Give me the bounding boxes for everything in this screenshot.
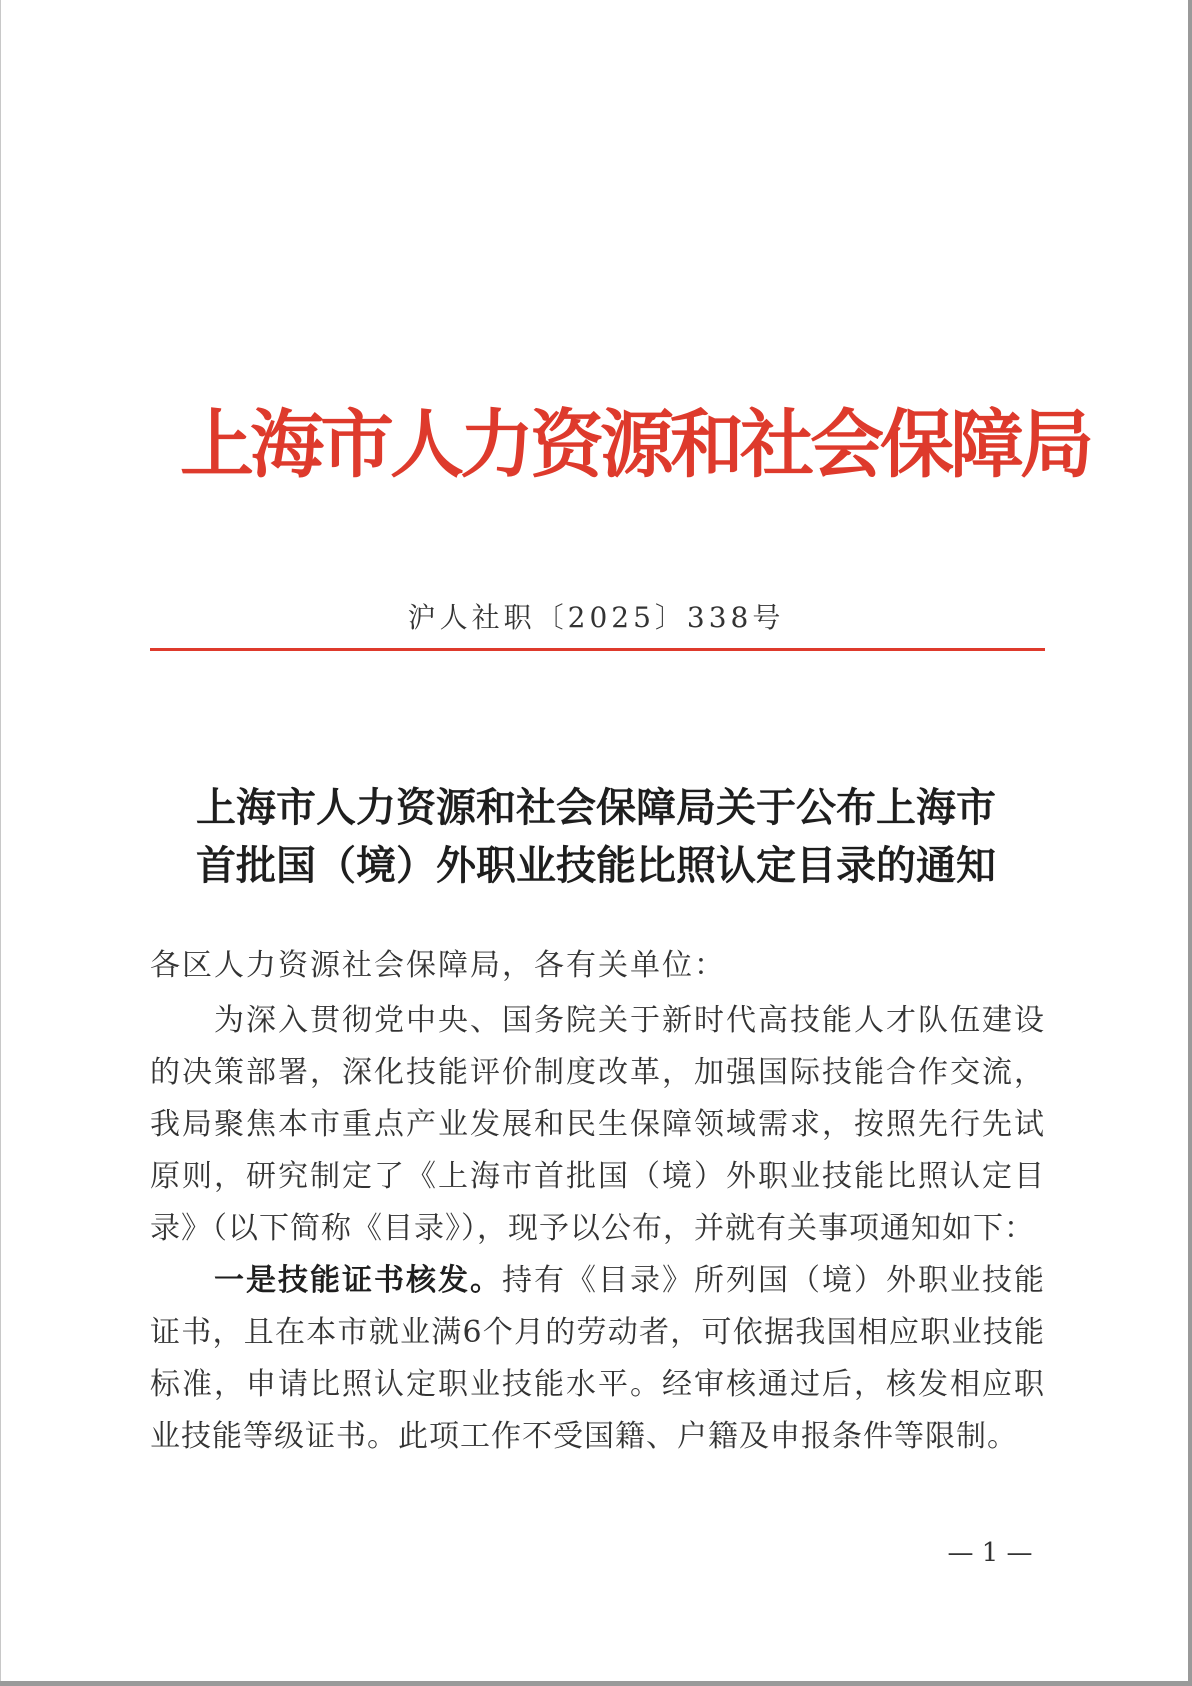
- body-paragraph-1: [150, 995, 1045, 1255]
- red-divider-line: [150, 648, 1045, 651]
- paragraph-lead: 一是技能证书核发。: [214, 1263, 502, 1298]
- paragraph-text: 持有《目录》所列国（境）外职业技能证书，且在本市就业满6个月的劳动者，可依据我国相应职业技能标准，申请比照认定职业技能水平。经审核通过后，核发相应职业技能等级证书。此项工作不受国籍、户籍及申报条件等限制。: [150, 1263, 1045, 1454]
- document-title-line-1: 上海市人力资源和社会保障局关于公布上海市: [196, 785, 996, 831]
- scan-border-bottom: [0, 1681, 1192, 1686]
- letterhead-issuer: 上海市人力资源和社会保障局: [180, 402, 1090, 488]
- document-number: 沪人社职〔2025〕338号: [407, 601, 785, 634]
- salutation: 各区人力资源社会保障局，各有关单位：: [150, 948, 726, 983]
- document-title-line-2: 首批国（境）外职业技能比照认定目录的通知: [196, 843, 996, 889]
- body-paragraph-2: [150, 1255, 1045, 1463]
- page-number: — 1 —: [947, 1538, 1033, 1568]
- paragraph-text: 为深入贯彻党中央、国务院关于新时代高技能人才队伍建设的决策部署，深化技能评价制度改革，加强国际技能合作交流，我局聚焦本市重点产业发展和民生保障领域需求，按照先行先试原则，研究制定了《上海市首批国（境）外职业技能比照认定目录》（以下简称《目录》），现予以公布，并就有关事项通知如下：: [150, 1003, 1045, 1246]
